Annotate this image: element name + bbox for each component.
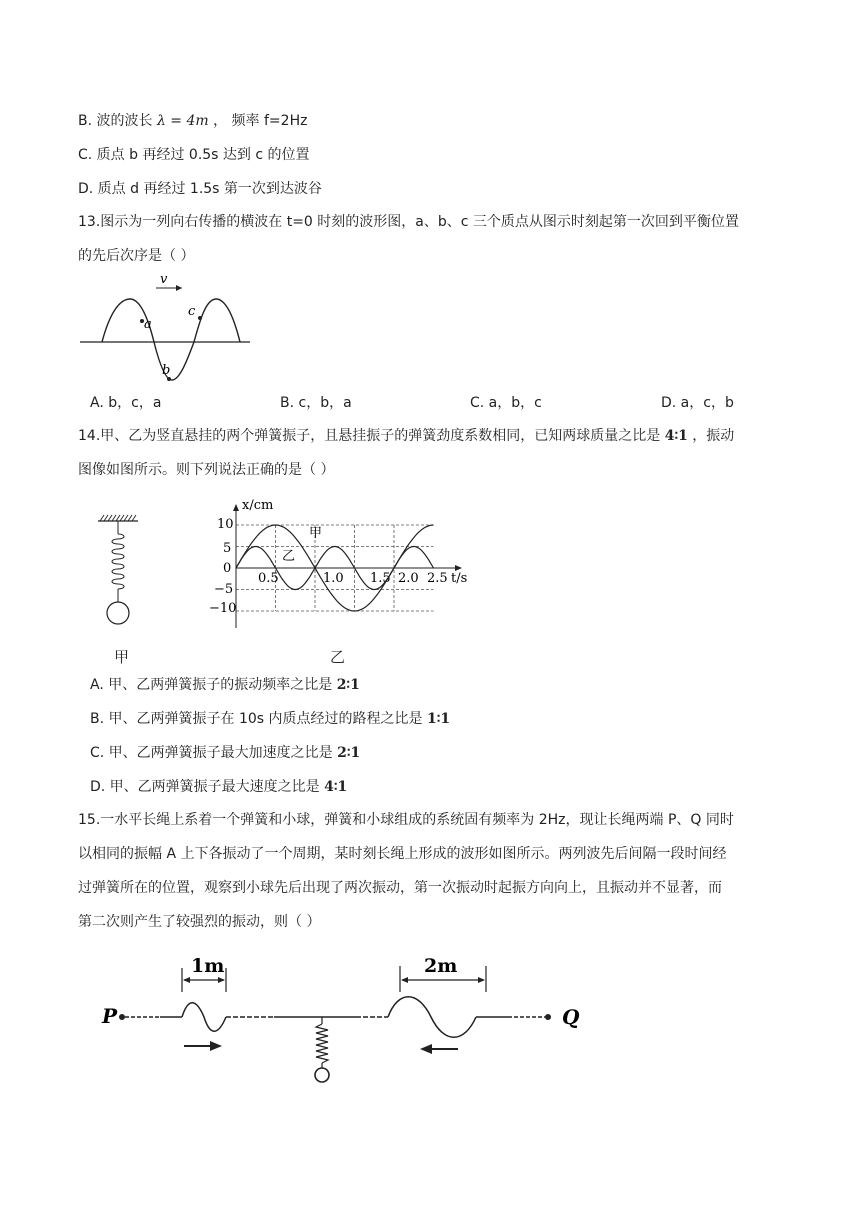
y-tick-10: 10 bbox=[217, 517, 234, 532]
y-axis-arrow bbox=[233, 504, 239, 511]
q13-label-v: v bbox=[160, 272, 168, 287]
spring-coil bbox=[112, 534, 124, 589]
q14-stem-line1 bbox=[78, 426, 734, 446]
curve-label-yi: 乙 bbox=[282, 549, 296, 564]
q13-stem-line2: 的先后次序是（ ） bbox=[78, 248, 195, 264]
q15-stem-line4: 第二次则产生了较强烈的振动，则（ ） bbox=[78, 914, 321, 930]
q13-label-c: c bbox=[188, 304, 196, 319]
q12-lambda: λ = 4m bbox=[156, 113, 209, 129]
q14-caption-yi: 乙 bbox=[330, 648, 346, 666]
q14-stem-prefix: 14.甲、乙为竖直悬挂的两个弹簧振子，且悬挂振子的弹簧劲度系数相同，已知两球质量之比是 bbox=[78, 428, 665, 444]
q14-option-a-ratio: 2∶1 bbox=[336, 677, 360, 693]
q14-caption-jia: 甲 bbox=[114, 648, 130, 666]
y-tick-0: 0 bbox=[223, 561, 232, 576]
x-tick-2.5: 2.5 bbox=[427, 571, 448, 586]
q14-stem-line2: 图像如图所示。则下列说法正确的是（ ） bbox=[78, 462, 335, 478]
bracket-2m-arrow-left bbox=[401, 977, 408, 983]
q12-option-d: D. 质点 d 再经过 1.5s 第一次到达波谷 bbox=[78, 181, 322, 197]
q13-option-d: D. a，c，b bbox=[661, 395, 734, 411]
curve-label-jia: 甲 bbox=[309, 526, 323, 541]
oscillator-ball bbox=[107, 602, 129, 624]
bracket-2m-arrow-right bbox=[478, 977, 485, 983]
q15-stem-line3: 过弹簧所在的位置，观察到小球先后出现了两次振动，第一次振动时起振方向向上，且振动并不显著，而 bbox=[78, 880, 722, 896]
q14-option-c-ratio: 2∶1 bbox=[337, 745, 361, 761]
end-P-dot bbox=[119, 1014, 125, 1020]
q14-option-c bbox=[90, 743, 360, 763]
q14-option-a-text: A. 甲、乙两弹簧振子的振动频率之比是 bbox=[90, 677, 337, 693]
label-Q: Q bbox=[562, 1005, 580, 1029]
q13-velocity-arrowhead bbox=[176, 285, 182, 291]
y-tick-neg10: −10 bbox=[209, 601, 237, 616]
y-tick-neg5: −5 bbox=[214, 582, 234, 597]
q14-option-d-text: D. 甲、乙两弹簧振子最大速度之比是 bbox=[90, 779, 325, 795]
q15-stem-line1: 15.一水平长绳上系着一个弹簧和小球，弹簧和小球组成的系统固有频率为 2Hz，现让长绳两端 P、Q 同时 bbox=[78, 812, 734, 828]
q15-rope-figure bbox=[98, 950, 598, 1095]
q13-label-b: b bbox=[162, 363, 171, 378]
q13-option-b: B. c，b，a bbox=[280, 395, 352, 411]
spring-zigzag bbox=[316, 1024, 328, 1063]
q12-option-b bbox=[78, 111, 307, 131]
q12-option-b-suffix: ， 频率 f=2Hz bbox=[208, 113, 308, 129]
q13-wave-figure bbox=[78, 268, 268, 390]
q14-option-d-ratio: 4∶1 bbox=[324, 779, 348, 795]
wave-pulse-2m bbox=[388, 997, 476, 1038]
q13-point-c bbox=[198, 316, 202, 320]
label-P: P bbox=[102, 1004, 118, 1028]
rope-ball bbox=[315, 1068, 329, 1082]
q14-spring-figure bbox=[92, 512, 148, 634]
y-axis-label: x/cm bbox=[242, 498, 274, 513]
q14-option-b bbox=[90, 709, 450, 729]
q13-waveform bbox=[102, 299, 240, 380]
q14-option-c-text: C. 甲、乙两弹簧振子最大加速度之比是 bbox=[90, 745, 338, 761]
q13-option-c: C. a，b，c bbox=[470, 395, 542, 411]
x-tick-2.0: 2.0 bbox=[398, 571, 419, 586]
q13-label-a: a bbox=[144, 317, 152, 332]
label-2m: 2m bbox=[424, 955, 458, 977]
x-tick-1.5: 1.5 bbox=[370, 571, 391, 586]
bracket-1m-arrow-right bbox=[218, 977, 225, 983]
q14-option-b-text: B. 甲、乙两弹簧振子在 10s 内质点经过的路程之比是 bbox=[90, 711, 427, 727]
x-axis-label: t/s bbox=[451, 571, 468, 586]
q15-stem-line2: 以相同的振幅 A 上下各振动了一个周期，某时刻长绳上形成的波形如图所示。两列波先后间隔一段时间经 bbox=[78, 846, 727, 862]
arrow-left-head bbox=[420, 1044, 432, 1054]
arrow-right-head bbox=[210, 1041, 222, 1051]
q14-option-b-ratio: 1∶1 bbox=[426, 711, 451, 727]
q13-stem-line1: 13.图示为一列向右传播的横波在 t=0 时刻的波形图，a、b、c 三个质点从图示时刻起第一次回到平衡位置 bbox=[78, 214, 739, 230]
y-tick-5: 5 bbox=[223, 541, 232, 556]
q13-option-a: A. b，c，a bbox=[90, 395, 162, 411]
q14-xt-graph bbox=[209, 496, 482, 634]
q14-option-a bbox=[90, 675, 360, 695]
x-tick-1.0: 1.0 bbox=[323, 571, 344, 586]
label-1m: 1m bbox=[191, 955, 225, 977]
end-Q-dot bbox=[545, 1014, 551, 1020]
q12-option-c: C. 质点 b 再经过 0.5s 达到 c 的位置 bbox=[78, 147, 310, 163]
q14-option-d bbox=[90, 777, 347, 797]
q12-option-b-prefix: B. 波的波长 bbox=[78, 113, 157, 129]
ceiling-hatch bbox=[100, 515, 136, 521]
q14-mass-ratio: 4∶1 bbox=[664, 428, 688, 444]
wave-pulse-1m bbox=[182, 1003, 226, 1032]
x-tick-0.5: 0.5 bbox=[258, 571, 279, 586]
bracket-1m-arrow-left bbox=[183, 977, 190, 983]
q14-stem-suffix: ，振动 bbox=[687, 428, 735, 444]
